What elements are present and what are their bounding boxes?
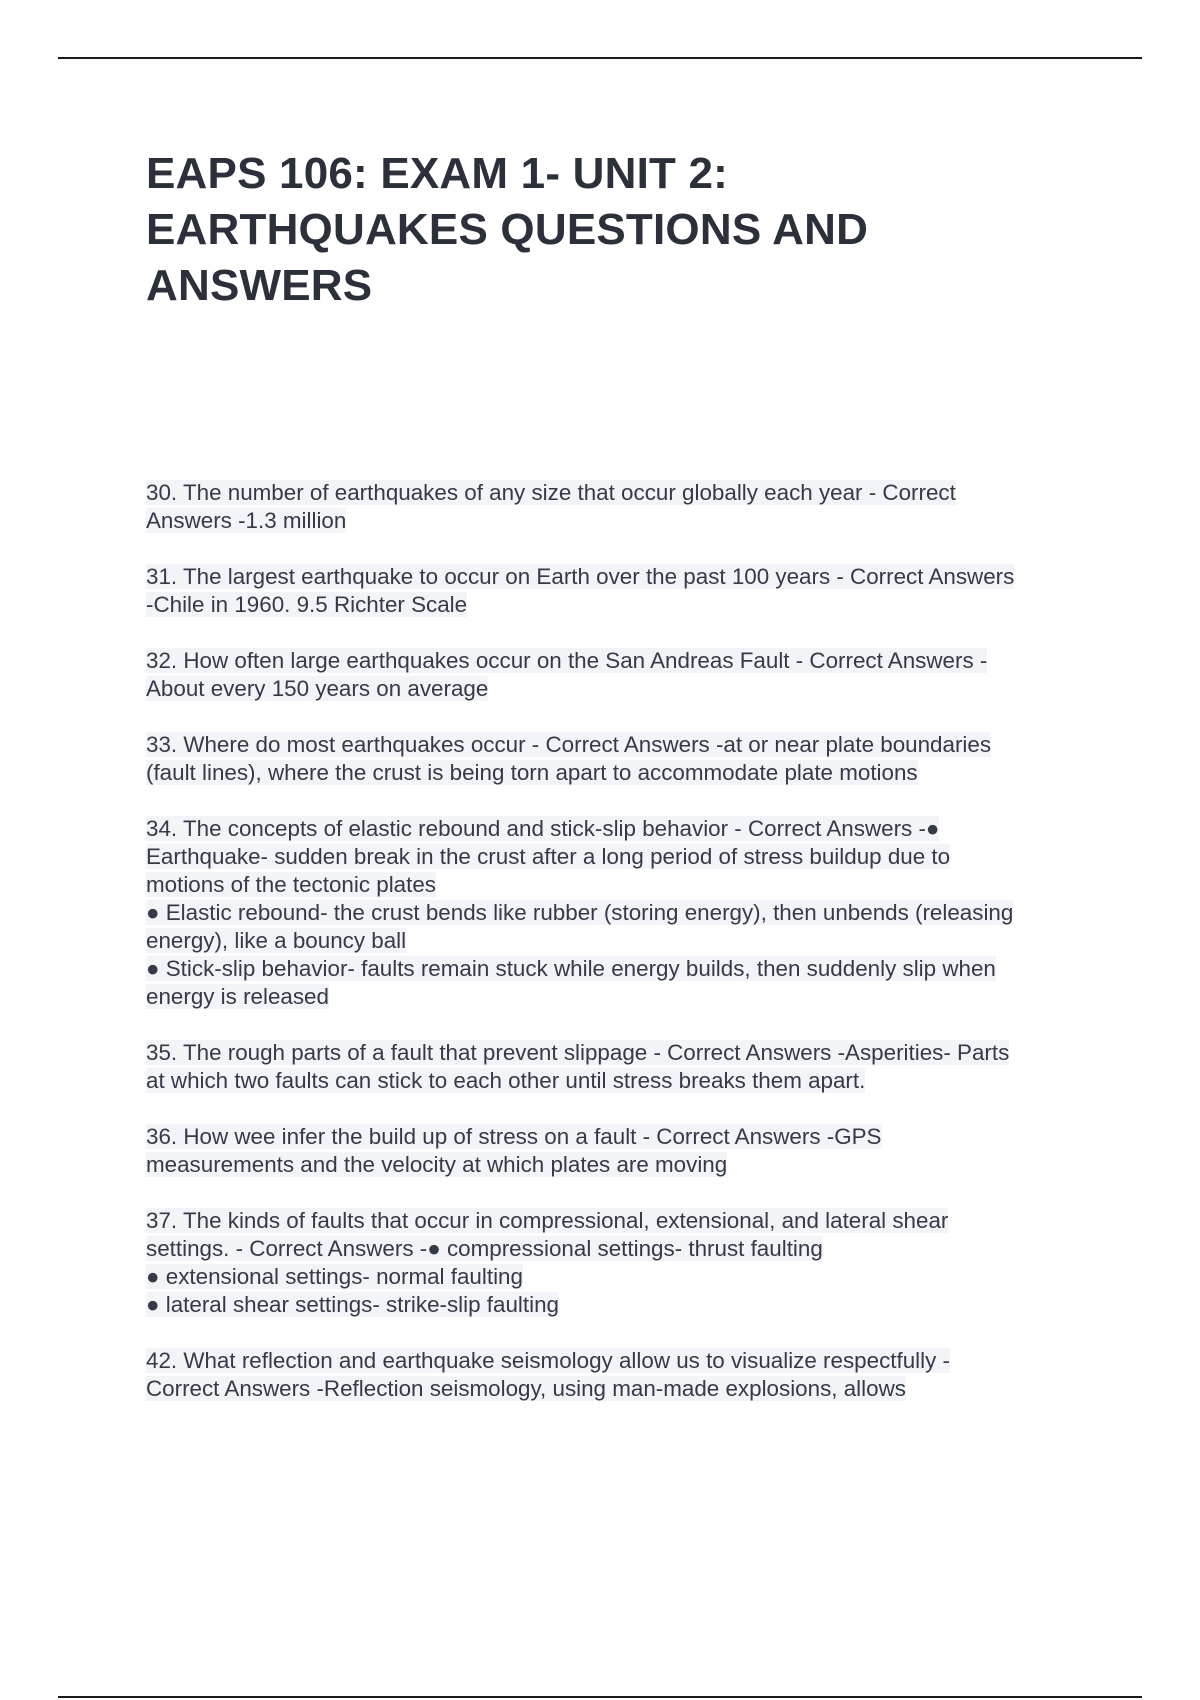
qa-line-text: energy is released <box>146 984 329 1009</box>
qa-line-text: -Chile in 1960. 9.5 Richter Scale <box>146 592 468 617</box>
qa-line-text: 34. The concepts of elastic rebound and stick-slip behavior - Correct Answers -● <box>146 816 940 841</box>
qa-line-text: measurements and the velocity at which plates are moving <box>146 1152 728 1177</box>
top-divider <box>58 57 1142 59</box>
qa-line <box>146 1067 1106 1095</box>
qa-line-text: ● Elastic rebound- the crust bends like rubber (storing energy), then unbends (releasing <box>146 900 1014 925</box>
qa-line <box>146 647 1106 675</box>
qa-line <box>146 1347 1106 1375</box>
qa-line <box>146 731 1106 759</box>
qa-line <box>146 1235 1106 1263</box>
page-title <box>146 146 1086 314</box>
qa-line <box>146 1039 1106 1067</box>
qa-line <box>146 675 1106 703</box>
qa-list <box>146 479 1106 1431</box>
qa-line-text: 30. The number of earthquakes of any size that occur globally each year - Correct <box>146 480 956 505</box>
qa-line <box>146 815 1106 843</box>
qa-line-text: at which two faults can stick to each other until stress breaks them apart. <box>146 1068 866 1093</box>
qa-line-text: 31. The largest earthquake to occur on Earth over the past 100 years - Correct Answers <box>146 564 1015 589</box>
bottom-divider <box>58 1696 1142 1698</box>
qa-line-text: About every 150 years on average <box>146 676 489 701</box>
qa-line <box>146 1207 1106 1235</box>
qa-line-text: Earthquake- sudden break in the crust after a long period of stress buildup due to <box>146 844 951 869</box>
qa-line <box>146 1375 1106 1403</box>
title-line: EAPS 106: EXAM 1- UNIT 2: <box>146 149 729 198</box>
qa-line-text: Correct Answers -Reflection seismology, using man-made explosions, allows <box>146 1376 906 1401</box>
qa-line-text: motions of the tectonic plates <box>146 872 436 897</box>
qa-item <box>146 815 1106 1011</box>
qa-item <box>146 731 1106 787</box>
qa-line <box>146 507 1106 535</box>
qa-item <box>146 1347 1106 1403</box>
qa-item <box>146 1123 1106 1179</box>
qa-item <box>146 647 1106 703</box>
qa-item <box>146 1207 1106 1319</box>
qa-line <box>146 1291 1106 1319</box>
qa-line <box>146 563 1106 591</box>
qa-line <box>146 1123 1106 1151</box>
qa-item <box>146 563 1106 619</box>
qa-line <box>146 983 1106 1011</box>
qa-line-text: 37. The kinds of faults that occur in compressional, extensional, and lateral shear <box>146 1208 949 1233</box>
qa-line-text: ● extensional settings- normal faulting <box>146 1264 523 1289</box>
qa-line-text: (fault lines), where the crust is being torn apart to accommodate plate motions <box>146 760 918 785</box>
qa-line-text: settings. - Correct Answers -● compressional settings- thrust faulting <box>146 1236 823 1261</box>
qa-line <box>146 871 1106 899</box>
qa-line <box>146 1263 1106 1291</box>
qa-line-text: 35. The rough parts of a fault that prevent slippage - Correct Answers -Asperities- Parts <box>146 1040 1010 1065</box>
qa-line <box>146 479 1106 507</box>
qa-line <box>146 1151 1106 1179</box>
qa-line-text: 36. How wee infer the build up of stress on a fault - Correct Answers -GPS <box>146 1124 882 1149</box>
qa-line-text: ● lateral shear settings- strike-slip faulting <box>146 1292 559 1317</box>
title-line: EARTHQUAKES QUESTIONS AND <box>146 205 869 254</box>
title-line: ANSWERS <box>146 261 373 310</box>
qa-item <box>146 1039 1106 1095</box>
qa-item <box>146 479 1106 535</box>
qa-line-text: energy), like a bouncy ball <box>146 928 407 953</box>
qa-line <box>146 899 1106 927</box>
qa-line-text: ● Stick-slip behavior- faults remain stuck while energy builds, then suddenly slip when <box>146 956 996 981</box>
qa-line-text: 42. What reflection and earthquake seismology allow us to visualize respectfully - <box>146 1348 950 1373</box>
qa-line <box>146 591 1106 619</box>
qa-line-text: 32. How often large earthquakes occur on the San Andreas Fault - Correct Answers - <box>146 648 988 673</box>
qa-line-text: Answers -1.3 million <box>146 508 347 533</box>
qa-line <box>146 843 1106 871</box>
qa-line <box>146 955 1106 983</box>
qa-line <box>146 759 1106 787</box>
qa-line-text: 33. Where do most earthquakes occur - Correct Answers -at or near plate boundaries <box>146 732 992 757</box>
qa-line <box>146 927 1106 955</box>
